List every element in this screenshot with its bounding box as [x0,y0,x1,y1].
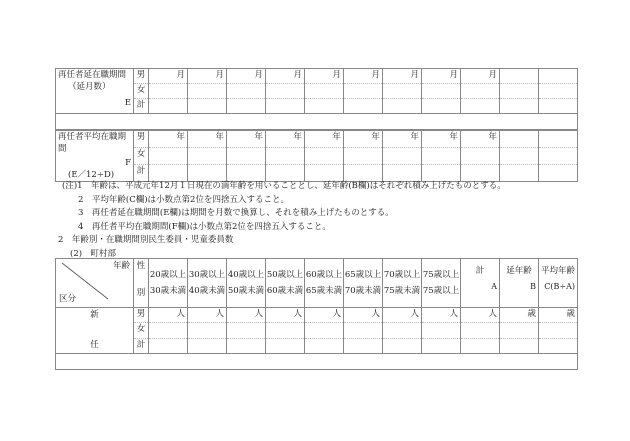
value-cell [149,99,188,114]
age-to: 75歳以上 [422,286,460,296]
value-cell [188,165,227,182]
value-cell: 人 [149,308,188,323]
value-cell: 月 [461,69,500,84]
avg_age-header [539,259,578,308]
value-cell [188,338,227,353]
formula: (E／12÷D) [68,170,115,180]
value-cell [539,148,578,165]
age-to: 70歳未満 [344,286,382,296]
value-cell [422,323,461,338]
value-cell: 年 [461,131,500,148]
age-to: 60歳未満 [266,286,304,296]
value-cell [344,165,383,182]
value-cell [344,84,383,99]
column-mark: E [124,98,131,108]
table-row [56,308,578,323]
row-label-sub: （延月数） [68,82,111,92]
note-3: 3 再任者延在職期間(E欄)は期間を月数で換算し、それを積み上げたものとする。 [78,208,394,218]
value-cell: 人 [305,308,344,323]
age-from: 50歳以上 [266,270,304,280]
value-cell [344,338,383,353]
sex-label: 計 [134,99,149,114]
value-cell: 月 [344,69,383,84]
value-cell [305,148,344,165]
value-cell [500,338,539,353]
value-cell [188,84,227,99]
age-header [188,259,227,308]
sex-label: 男 [134,131,149,148]
sex-label: 女 [134,148,149,165]
total-header [461,259,500,308]
extended-tenure-table [55,68,578,130]
value-cell: 年 [422,131,461,148]
row-label [56,69,134,114]
value-cell [227,338,266,353]
value-cell: 人 [422,308,461,323]
row-label-text: 再任者延在職期間 [58,70,127,80]
value-cell [461,148,500,165]
value-cell [188,99,227,114]
age-header [383,259,422,308]
sex-label: 男 [134,308,149,323]
value-cell [500,99,539,114]
table-row [56,338,578,353]
value-cell [500,165,539,182]
value-cell [188,323,227,338]
blank-row [56,114,578,130]
value-cell [344,99,383,114]
value-cell [500,148,539,165]
row-label [56,131,134,182]
row-label-2: 任 [90,340,99,350]
value-cell [422,84,461,99]
value-cell [539,131,578,148]
table-row [56,84,578,99]
value-cell: 年 [266,131,305,148]
value-cell: 歳 [539,308,578,323]
value-cell [539,84,578,99]
value-cell: 年 [149,131,188,148]
value-cell: 月 [422,69,461,84]
value-cell: 月 [149,69,188,84]
value-cell [539,165,578,182]
value-cell [227,99,266,114]
value-cell: 歳 [500,308,539,323]
age-header [305,259,344,308]
value-cell [539,99,578,114]
value-cell [266,84,305,99]
value-cell [422,338,461,353]
column-mark: F [125,158,131,168]
row-label [56,308,134,354]
value-cell [227,84,266,99]
value-cell: 人 [461,308,500,323]
value-cell [266,165,305,182]
header-label: 平均年齢 [541,266,576,276]
age-from: 75歳以上 [422,270,460,280]
sum_age-header [500,259,539,308]
corner-bottom: 区分 [59,294,77,304]
value-cell [266,99,305,114]
age-from: 20歳以上 [149,270,187,280]
value-cell [305,338,344,353]
value-cell: 人 [188,308,227,323]
sex-label: 女 [134,84,149,99]
row-label-text: 再任者平均在職期間 [58,132,127,154]
section-title: 2 年齢別・在職期間別民生委員・児童委員数 [58,235,234,245]
value-cell [500,69,539,84]
value-cell [149,84,188,99]
age-from: 65歳以上 [344,270,382,280]
value-cell [500,131,539,148]
table-row [56,69,578,84]
sex-label: 計 [134,338,149,353]
header-label: 延年齢 [506,266,532,276]
value-cell [383,338,422,353]
corner-cell [56,259,134,308]
note-2: 2 平均年齢(C欄)は小数点第2位を四捨五入すること。 [78,194,289,205]
header-label: 計 [475,266,485,276]
value-cell [422,99,461,114]
table-row [56,99,578,114]
value-cell [305,323,344,338]
value-cell [344,323,383,338]
age-header [227,259,266,308]
value-cell: 年 [383,131,422,148]
value-cell [461,165,500,182]
row-label-1: 新 [90,310,99,320]
value-cell [383,323,422,338]
age-to: 50歳未満 [227,286,265,296]
sex-label: 女 [134,323,149,338]
value-cell: 年 [227,131,266,148]
age-header [266,259,305,308]
header-mark: C(B÷A) [544,282,575,291]
value-cell: 月 [383,69,422,84]
value-cell [461,323,500,338]
sex-header-1: 性 [136,261,146,271]
sex-label: 男 [134,69,149,84]
value-cell: 月 [266,69,305,84]
age-from: 40歳以上 [227,270,265,280]
age-distribution-table [55,258,578,370]
value-cell [188,148,227,165]
value-cell: 月 [188,69,227,84]
notes [58,180,506,261]
value-cell: 月 [227,69,266,84]
value-cell [383,148,422,165]
value-cell: 人 [344,308,383,323]
blank-row [56,354,578,370]
table-row [56,323,578,338]
age-to: 75歳未満 [383,286,421,296]
age-from: 70歳以上 [383,270,421,280]
value-cell [149,148,188,165]
value-cell [305,99,344,114]
value-cell [227,323,266,338]
value-cell [266,323,305,338]
age-header [344,259,383,308]
value-cell [461,99,500,114]
subsection-title: (2) 町村部 [70,248,117,259]
value-cell [539,338,578,353]
age-to: 65歳未満 [305,286,343,296]
value-cell [149,338,188,353]
value-cell [305,84,344,99]
value-cell: 人 [227,308,266,323]
value-cell [500,323,539,338]
value-cell [227,148,266,165]
value-cell [383,84,422,99]
value-cell [383,165,422,182]
average-tenure-table [55,130,578,182]
table-row [56,131,578,148]
table-row [56,148,578,165]
age-from: 30歳以上 [188,270,226,280]
age-from: 60歳以上 [305,270,343,280]
value-cell [149,323,188,338]
value-cell [266,338,305,353]
value-cell [305,165,344,182]
header-mark: B [530,282,536,291]
sex-label: 計 [134,165,149,182]
value-cell: 年 [305,131,344,148]
value-cell: 月 [305,69,344,84]
value-cell [266,148,305,165]
table-row [56,165,578,182]
age-header [149,259,188,308]
header-row [56,259,578,308]
note-1: (注)1 年齢は、平成元年12月１日現在の満年齢を用いることとし、延年齢(B欄)はそれぞれ積み上げたものとする。 [62,181,506,191]
value-cell [461,84,500,99]
age-header [422,259,461,308]
value-cell [539,69,578,84]
sex-header-2: 別 [136,288,146,298]
value-cell: 人 [266,308,305,323]
value-cell [422,165,461,182]
value-cell [344,148,383,165]
corner-top: 年齢 [112,261,130,271]
note-4: 4 再任者平均在職期間(F欄)は小数点第2位を四捨五入すること。 [78,221,331,232]
value-cell [500,84,539,99]
value-cell [461,338,500,353]
value-cell [227,165,266,182]
value-cell [383,99,422,114]
sex-header [134,259,149,308]
value-cell: 人 [383,308,422,323]
age-to: 40歳未満 [188,286,226,296]
header-mark: A [491,282,497,291]
value-cell [539,323,578,338]
value-cell: 年 [188,131,227,148]
age-to: 30歳未満 [149,286,187,296]
value-cell [149,165,188,182]
value-cell: 年 [344,131,383,148]
value-cell [422,148,461,165]
